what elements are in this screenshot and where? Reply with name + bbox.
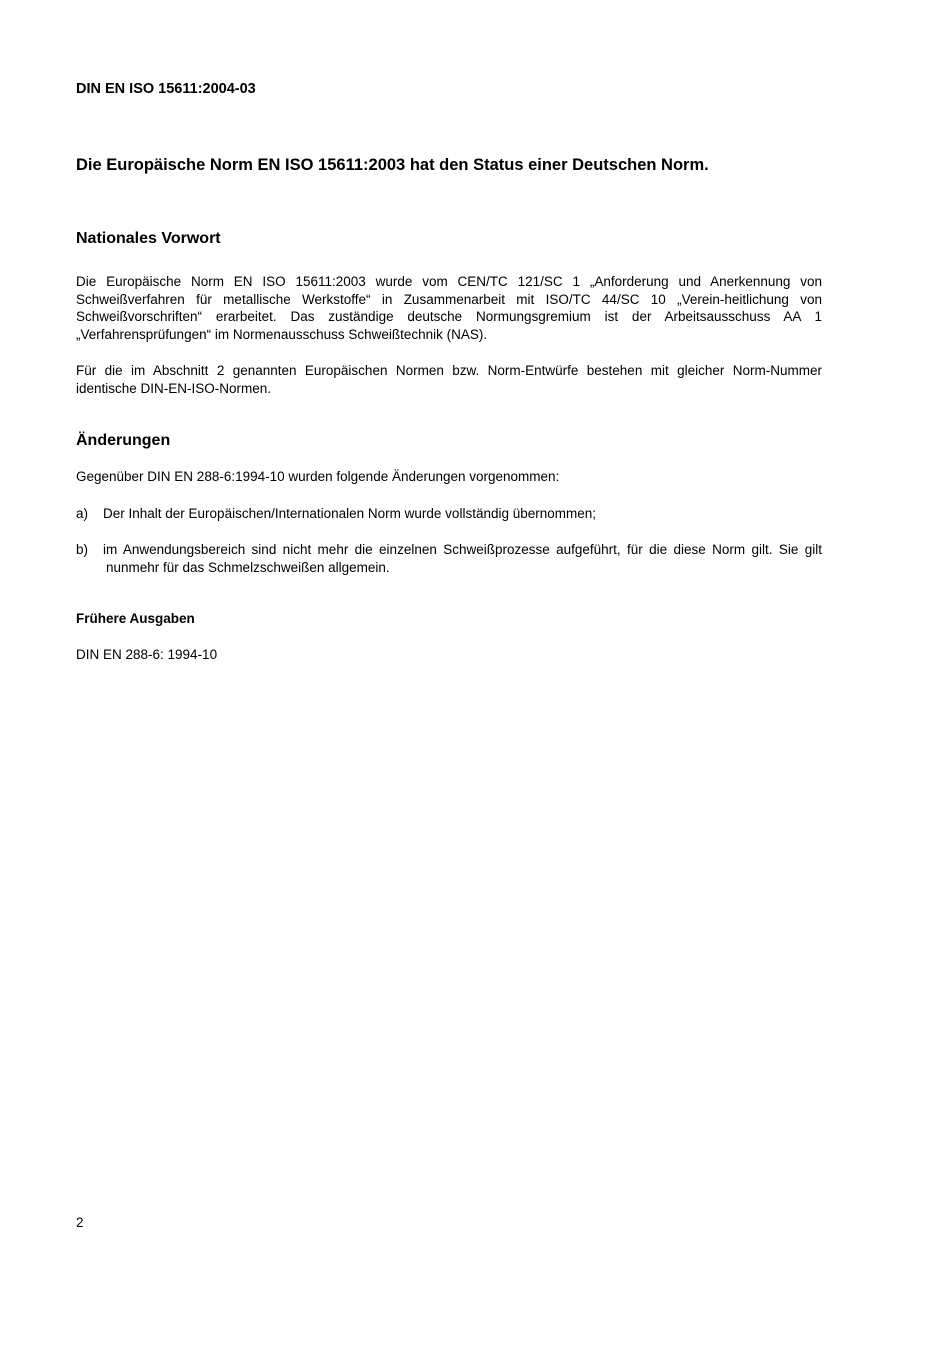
status-statement: Die Europäische Norm EN ISO 15611:2003 hat den Status einer Deutschen Norm. <box>76 156 709 174</box>
previous-editions-heading: Frühere Ausgaben <box>76 611 195 626</box>
changes-heading: Änderungen <box>76 432 171 449</box>
changes-list-item-b <box>76 541 822 576</box>
list-item-text: Der Inhalt der Europäischen/Internationalen Norm wurde vollständig übernommen; <box>103 506 597 521</box>
page-number: 2 <box>76 1215 84 1230</box>
previous-editions-text: DIN EN 288-6: 1994-10 <box>76 647 218 662</box>
list-marker: a) <box>76 506 89 521</box>
list-item-body <box>76 541 822 576</box>
foreword-paragraph-2: Für die im Abschnitt 2 genannten Europäischen Normen bzw. Norm-Entwürfe bestehen mit gleicher Norm-Nummer identische DIN-EN-ISO-Normen. <box>76 363 822 396</box>
document-id: DIN EN ISO 15611:2004-03 <box>76 81 256 97</box>
changes-intro: Gegenüber DIN EN 288-6:1994-10 wurden folgende Änderungen vorgenommen: <box>76 469 560 484</box>
changes-list-item-a <box>76 505 822 523</box>
foreword-heading: Nationales Vorwort <box>76 230 221 247</box>
list-item-text: im Anwendungsbereich sind nicht mehr die einzelnen Schweißprozesse aufgeführt, für die diese Norm gilt. Sie gilt nunmehr für das Schmelzschweißen allgemein. <box>103 542 822 575</box>
foreword-paragraph-1: Die Europäische Norm EN ISO 15611:2003 wurde vom CEN/TC 121/SC 1 „Anforderung und Anerkennung von Schweißverfahren für metallische Werkstoffe“ in Zusammenarbeit mit ISO/TC 44/SC 10 „Verein-heitlichung von Schweißvorschriften“ erarbeitet. Das zuständige deutsche Normungsgremium ist der Arbeitsausschuss AA 1 „Verfahrensprüfungen“ im Normenausschuss Schweißtechnik (NAS). <box>76 274 822 342</box>
list-marker: b) <box>76 542 89 557</box>
